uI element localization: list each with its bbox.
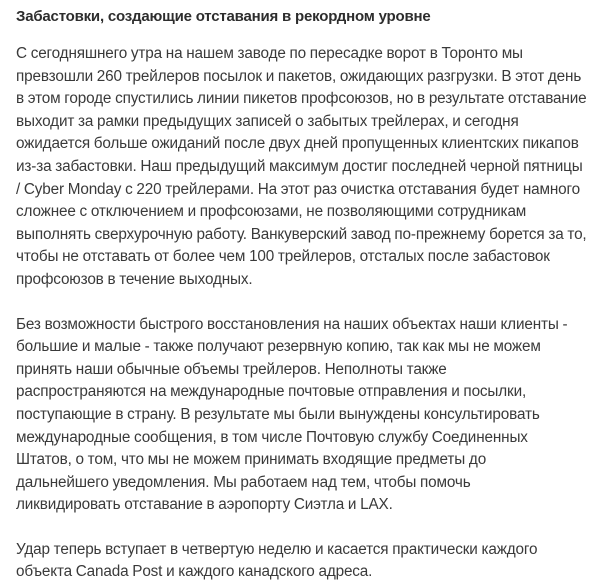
article-title: Забастовки, создающие отставания в рекордном уровне [16,8,431,25]
article-paragraph-2: Без возможности быстрого восстановления на наших объектах наши клиенты - большие и малые - также получают резервную копию, так как мы не можем принять наши обычные объемы трейлеров. Неполноты также распространяются на международные почтовые отправления и посылки, поступающие в страну. В результате мы были вынуждены консультировать международные сообщения, в том числе Почтовую службу Соединенных Штатов, о том, что мы не можем принимать входящие предметы до дальнейшего уведомления. Мы работаем над тем, чтобы помочь ликвидировать отставание в аэропорту Сиэтла и LAX. [16,315,568,514]
article-paragraph-1: С сегодняшнего утра на нашем заводе по пересадке ворот в Торонто мы превзошли 260 трейлеров посылок и пакетов, ожидающих разгрузки. В этот день в этом городе спустились линии пикетов профсоюзов, но в результате отставание выходит за рамки предыдущих записей о забытых трейлерах, и сегодня ожидается больше ожиданий после двух дней пропущенных клиентских пикапов из-за забастовки. Наш предыдущий максимум достиг последней черной пятницы / Cyber Monday с 220 трейлерами. На этот раз очистка отставания будет намного сложнее с отключением и профсоюзами, не позволяющими сотрудникам выполнять сверхурочную работу. Ванкуверский завод по-прежнему борется за то, чтобы не отставать от более чем 100 трейлеров, отсталых после забастовок профсоюзов в течение выходных. [16,45,587,288]
article [16,6,590,584]
article-paragraph-3: Удар теперь вступает в четвертую неделю и касается практически каждого объекта Canada Post и каждого канадского адреса. [16,540,538,581]
